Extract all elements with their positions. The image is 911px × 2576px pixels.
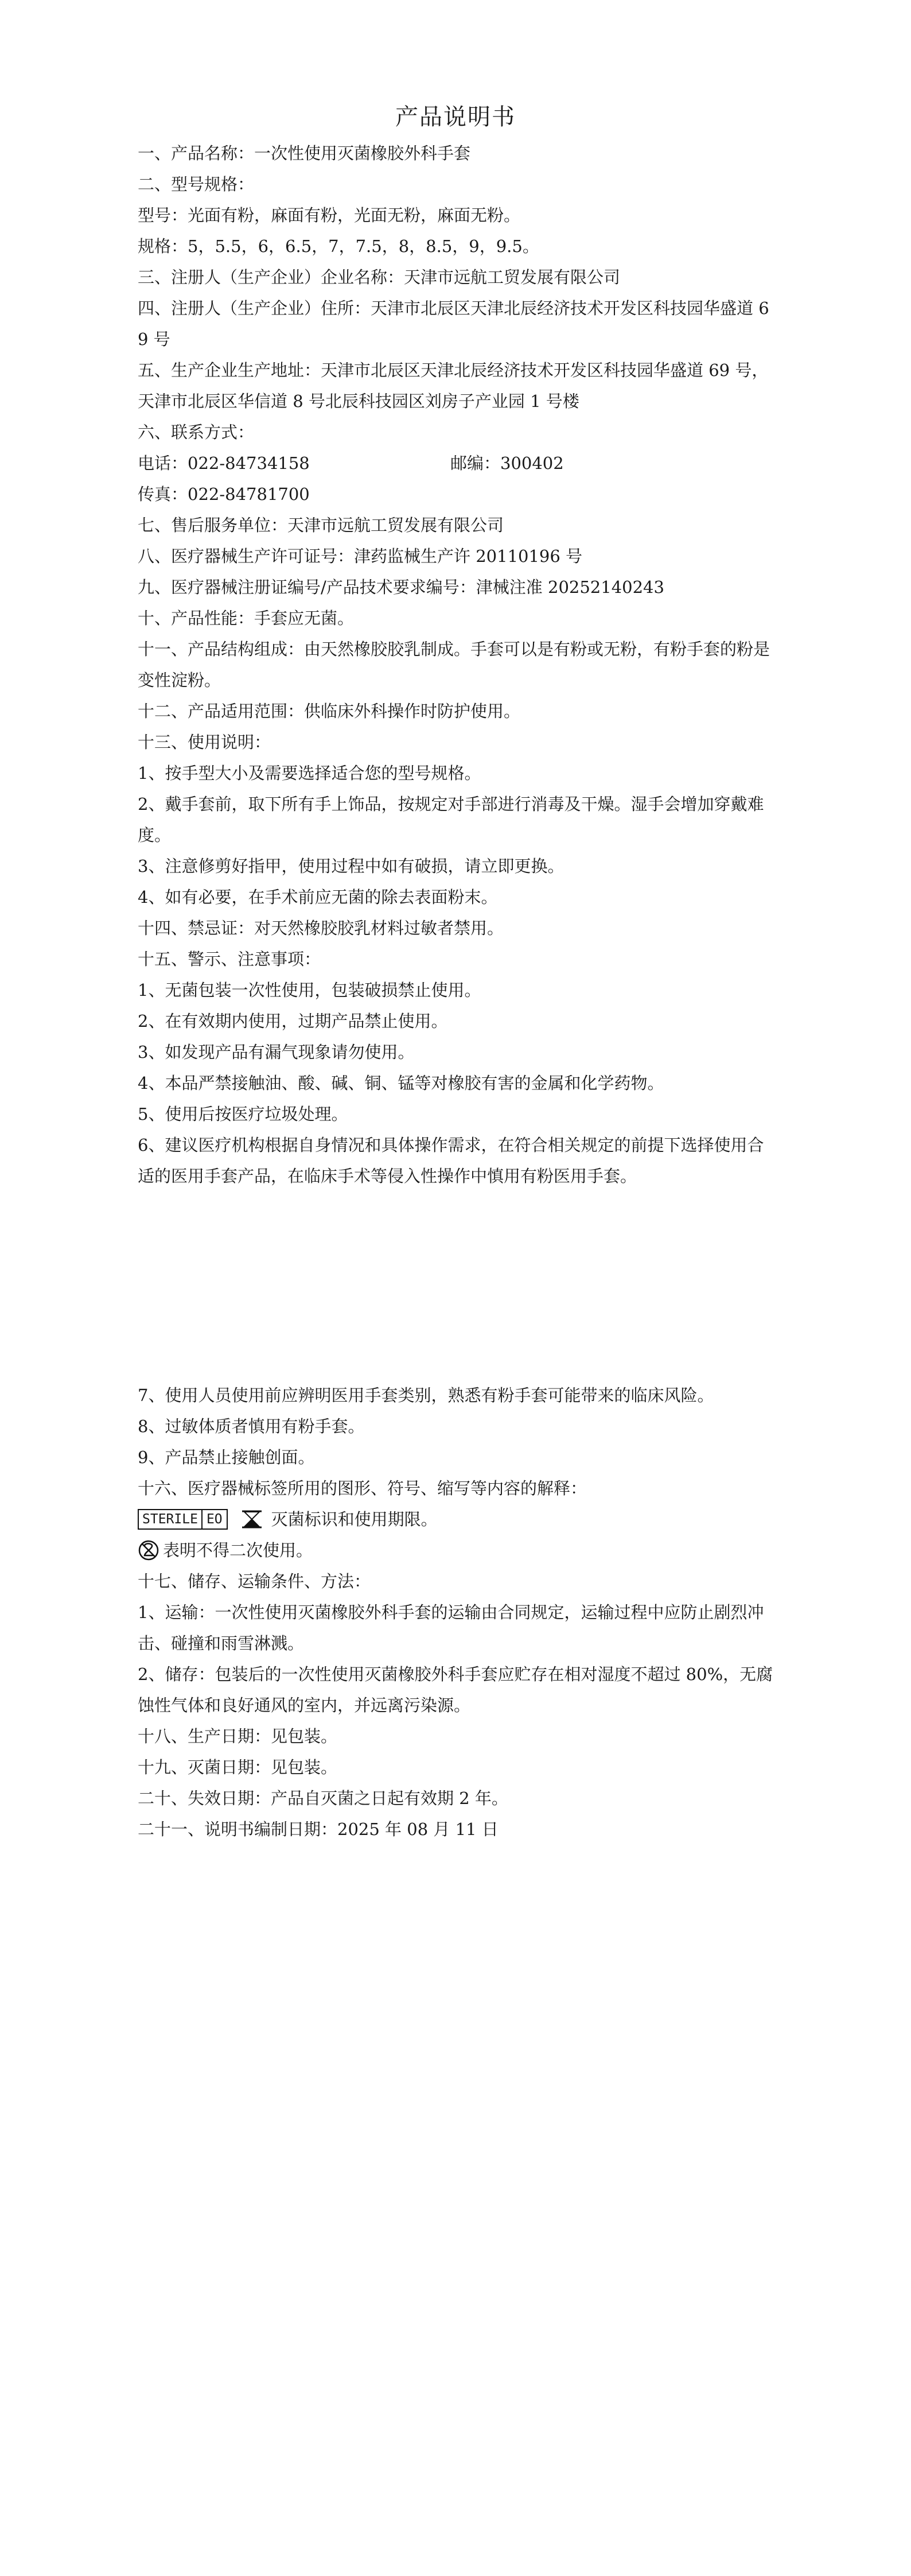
model-types: 型号：光面有粉，麻面有粉，光面无粉，麻面无粉。 bbox=[138, 205, 521, 225]
sterile-method: EO bbox=[206, 1512, 223, 1527]
contact-heading: 六、联系方式： bbox=[138, 422, 255, 442]
sections-part3 bbox=[138, 1380, 777, 1845]
symbols-heading: 十六、医疗器械标签所用的图形、符号、缩写等内容的解释： bbox=[138, 1479, 587, 1498]
warning-item-5: 5、使用后按医疗垃圾处理。 bbox=[138, 1104, 348, 1124]
warning-item-2: 2、在有效期内使用，过期产品禁止使用。 bbox=[138, 1011, 448, 1031]
noreuse-description: 表明不得二次使用。 bbox=[163, 1541, 313, 1560]
warning-item-1: 1、无菌包装一次性使用，包装破损禁止使用。 bbox=[138, 980, 481, 1000]
production-address: 五、生产企业生产地址：天津市北辰区天津北辰经济技术开发区科技园华盛道 69 号，天津市北辰区华信道 8 号北辰科技园区刘房子产业园 1 号楼 bbox=[138, 360, 769, 411]
sterile-description: 灭菌标识和使用期限。 bbox=[271, 1510, 438, 1529]
page-title: 产品说明书 bbox=[395, 104, 516, 130]
sterile-label: STERILE bbox=[139, 1510, 203, 1528]
warnings-heading: 十五、警示、注意事项： bbox=[138, 949, 321, 969]
registrant-address: 四、注册人（生产企业）住所：天津市北辰区天津北辰经济技术开发区科技园华盛道 69 号 bbox=[138, 298, 769, 349]
usage-item-3: 3、注意修剪好指甲，使用过程中如有破损，请立即更换。 bbox=[138, 856, 564, 876]
sections-part1 bbox=[138, 138, 777, 1192]
warning-item-9: 9、产品禁止接触创面。 bbox=[138, 1448, 315, 1467]
sterilization-date: 十九、灭菌日期：见包装。 bbox=[138, 1758, 338, 1777]
usage-item-4: 4、如有必要，在手术前应无菌的除去表面粉末。 bbox=[138, 887, 498, 907]
transport-item: 1、运输：一次性使用灭菌橡胶外科手套的运输由合同规定，运输过程中应防止剧烈冲击、碰撞和雨雪淋溅。 bbox=[138, 1603, 764, 1653]
noreuse-symbol-row bbox=[138, 1535, 777, 1566]
product-name: 一、产品名称：一次性使用灭菌橡胶外科手套 bbox=[138, 143, 471, 163]
usage-item-2: 2、戴手套前，取下所有手上饰品，按规定对手部进行消毒及干燥。湿手会增加穿戴难度。 bbox=[138, 794, 764, 845]
registration-number: 九、医疗器械注册证编号/产品技术要求编号：津械注准 20252140243 bbox=[138, 577, 664, 597]
product-structure: 十一、产品结构组成：由天然橡胶胶乳制成。手套可以是有粉或无粉，有粉手套的粉是变性淀粉。 bbox=[138, 639, 770, 690]
model-spec-heading: 二、型号规格： bbox=[138, 174, 255, 194]
usage-item-1: 1、按手型大小及需要选择适合您的型号规格。 bbox=[138, 763, 481, 783]
size-specs: 规格：5，5.5，6，6.5，7，7.5，8，8.5，9，9.5。 bbox=[138, 236, 539, 256]
warning-item-7: 7、使用人员使用前应辨明医用手套类别，熟悉有粉手套可能带来的临床风险。 bbox=[138, 1386, 714, 1405]
sterile-symbol-row bbox=[138, 1504, 777, 1535]
warning-item-8: 8、过敏体质者慎用有粉手套。 bbox=[138, 1417, 365, 1436]
production-date: 十八、生产日期：见包装。 bbox=[138, 1727, 338, 1746]
production-license: 八、医疗器械生产许可证号：津药监械生产许 20110196 号 bbox=[138, 546, 583, 566]
hourglass-icon bbox=[240, 1510, 263, 1529]
expiry-date: 二十、失效日期：产品自灭菌之日起有效期 2 年。 bbox=[138, 1789, 508, 1808]
usage-heading: 十三、使用说明： bbox=[138, 732, 271, 752]
contact-row bbox=[138, 448, 777, 479]
warning-item-4: 4、本品严禁接触油、酸、碱、铜、锰等对橡胶有害的金属和化学药物。 bbox=[138, 1073, 664, 1093]
fax-number: 传真：022-84781700 bbox=[138, 484, 310, 504]
postcode: 邮编：300402 bbox=[450, 453, 564, 473]
product-performance: 十、产品性能：手套应无菌。 bbox=[138, 608, 355, 628]
after-sales-unit: 七、售后服务单位：天津市远航工贸发展有限公司 bbox=[138, 515, 504, 535]
product-scope: 十二、产品适用范围：供临床外科操作时防护使用。 bbox=[138, 701, 521, 721]
sterile-eo-symbol bbox=[138, 1509, 228, 1530]
storage-heading: 十七、储存、运输条件、方法： bbox=[138, 1572, 371, 1591]
warning-item-6: 6、建议医疗机构根据自身情况和具体操作需求，在符合相关规定的前提下选择使用合适的医用手套产品，在临床手术等侵入性操作中慎用有粉医用手套。 bbox=[138, 1135, 764, 1186]
storage-item: 2、储存：包装后的一次性使用灭菌橡胶外科手套应贮存在相对湿度不超过 80%，无腐蚀性气体和良好通风的室内，并远离污染源。 bbox=[138, 1665, 773, 1715]
do-not-reuse-icon bbox=[138, 1539, 159, 1561]
phone-number: 电话：022-84734158 bbox=[138, 453, 310, 473]
registrant-name: 三、注册人（生产企业）企业名称：天津市远航工贸发展有限公司 bbox=[138, 267, 621, 287]
contraindication: 十四、禁忌证：对天然橡胶胶乳材料过敏者禁用。 bbox=[138, 918, 504, 938]
warning-item-3: 3、如发现产品有漏气现象请勿使用。 bbox=[138, 1042, 415, 1062]
compilation-date: 二十一、说明书编制日期：2025 年 08 月 11 日 bbox=[138, 1820, 499, 1839]
